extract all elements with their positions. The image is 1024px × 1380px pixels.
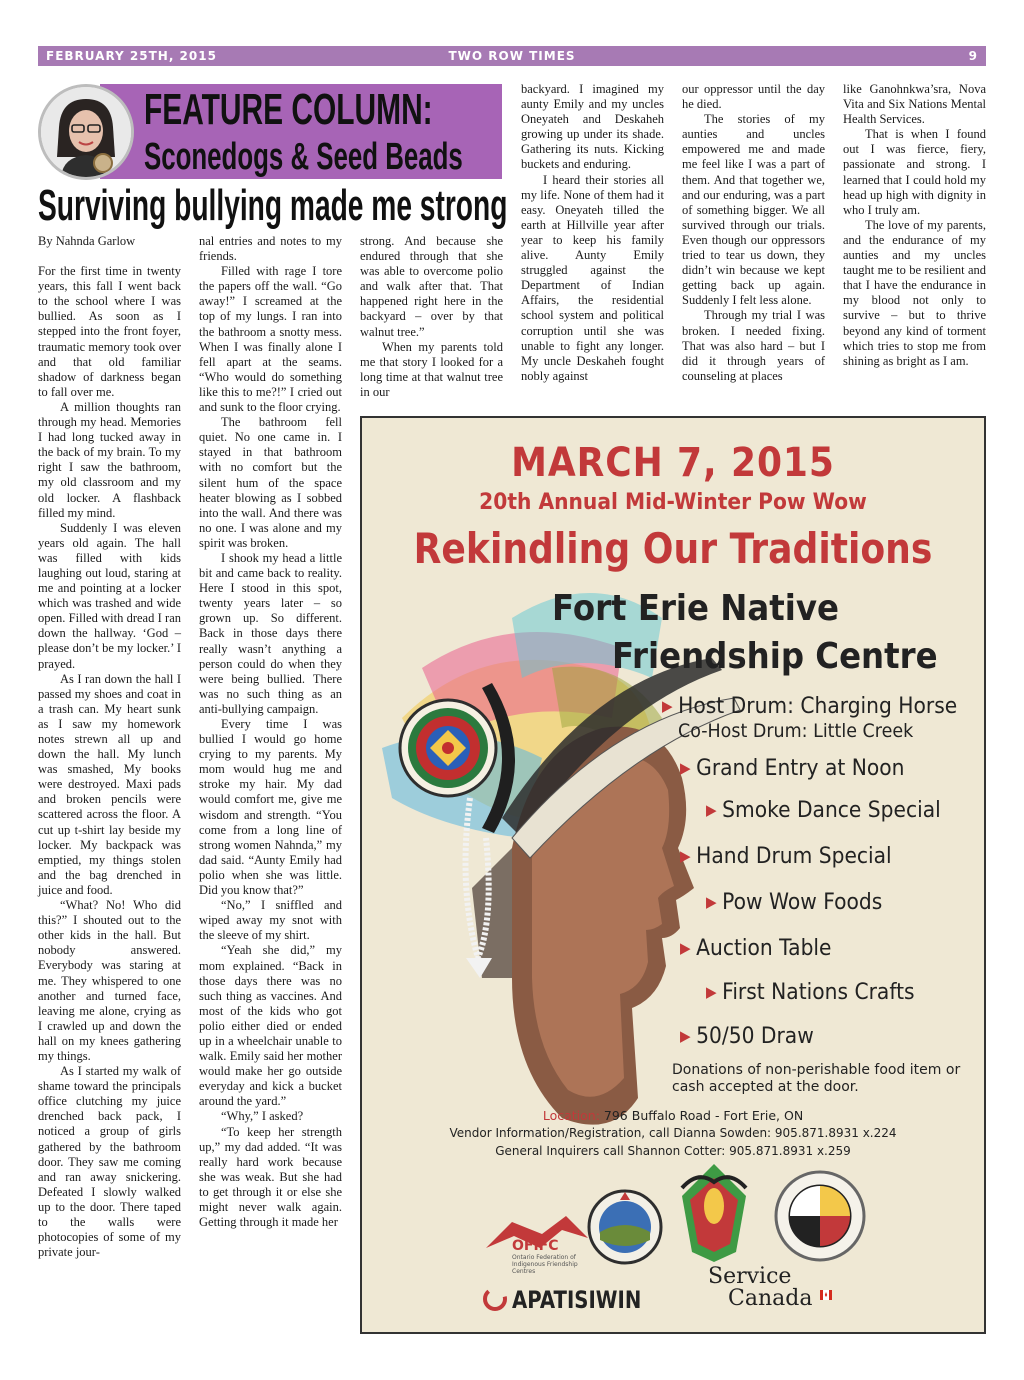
poster-item-label: 50/50 Draw: [696, 1024, 814, 1049]
poster-headline: Rekindling Our Traditions: [413, 524, 933, 573]
paragraph: As I started my walk of shame toward the principals office clutching my juice drenched back pack, I noticed a group of girls gathered by the bathroom door. They saw me coming and ran away snickering. Defeated I slowly walked up to the door. There taped to the walls were photocopies of some of my private jour-: [38, 1064, 181, 1260]
article-column-4: [521, 82, 664, 384]
poster-item: [706, 980, 915, 1005]
issue-date: FEBRUARY 25TH, 2015: [46, 49, 217, 63]
ofifc-logo-text: OFIFC: [512, 1238, 559, 1254]
paragraph: backyard. I imagined my aunty Emily and my uncles Oneyateh and Deskaheh growing up under its shade. Gathering its nuts. Kicking buckets and enduring.: [521, 82, 664, 172]
page-header-bar: [38, 46, 986, 66]
poster-item-label: Smoke Dance Special: [722, 798, 941, 823]
medicine-wheel-seal-icon: [772, 1168, 868, 1264]
poster-item-label: Auction Table: [696, 936, 832, 961]
article-byline: By Nahnda Garlow: [38, 234, 136, 248]
paragraph: Every time I was bullied I would go home crying to my parents. My mom would hug me and stroke my hair. My dad would comfort me, give me wisdom and strength. “You come from a long line of strong women Nahnda,” my dad said. “Aunty Emily had polio when she was little. Did you know that?”: [199, 717, 342, 898]
poster-item-label: First Nations Crafts: [722, 980, 915, 1005]
poster-organizer-line-1: Fort Erie Native: [552, 588, 839, 629]
paragraph: Suddenly I was eleven years old again. The hall was filled with kids laughing out loud, staring at me and pointing at a locker which was trashed and wide open. Filled with dread I ran down the hallway. ‘God – please don’t be my locker.’ I prayed.: [38, 520, 181, 671]
feature-column-title: FEATURE COLUMN:: [144, 85, 433, 134]
canada-flag-icon: [820, 1290, 832, 1300]
paragraph: The bathroom fell quiet. No one came in. I stayed in that bathroom with no comfort but the silent hum of the space heater blowing as I sobbed into the wall. And there was no one. I was alone and my spirit was broken.: [199, 415, 342, 550]
paragraph: “No,” I sniffled and wiped away my snot with the sleeve of my shirt.: [199, 898, 342, 943]
poster-general-contact: General Inquirers call Shannon Cotter: 905.871.8931 x.259: [495, 1144, 851, 1158]
poster-item: [680, 1024, 814, 1049]
service-canada-line-2: Canada: [728, 1286, 813, 1311]
poster-vendor-contact: Vendor Information/Registration, call Dianna Sowden: 905.871.8931 x.224: [449, 1126, 897, 1140]
friendship-centre-seal-icon: [586, 1188, 664, 1266]
poster-item: [680, 756, 904, 781]
poster-item-label: Hand Drum Special: [696, 844, 892, 869]
poster-item: [680, 844, 892, 869]
poster-item: [680, 936, 831, 961]
ofifc-full-name: Ontario Federation of Indigenous Friendship Centres: [512, 1254, 578, 1275]
poster-item-label: Grand Entry at Noon: [696, 756, 905, 781]
article-column-6: [843, 82, 986, 369]
triangle-bullet-icon: ▶: [706, 801, 717, 819]
poster-item: [706, 798, 941, 823]
paragraph: like Ganohnkwa’sra, Nova Vita and Six Nations Mental Health Services.: [843, 82, 986, 127]
paragraph: That is when I found out I was fierce, fiery, passionate and strong. I learned that I could hold my head up high with dignity in who I truly am.: [843, 127, 986, 217]
eagle-emblem-icon: [678, 1160, 750, 1264]
service-canada-line-1: Service: [708, 1264, 792, 1289]
poster-donation-note: Donations of non-perishable food item or cash accepted at the door.: [672, 1062, 961, 1095]
poster-item: [706, 890, 882, 915]
triangle-bullet-icon: ▶: [662, 697, 673, 715]
paragraph: “Why,” I asked?: [221, 1109, 304, 1124]
paragraph: When my parents told me that story I looked for a long time at that walnut tree in our: [360, 339, 503, 399]
paragraph: “To keep her strength up,” my dad added. “It was really hard work because she was weak. But she had to get through it or else she might never walk again. Getting through it made her: [199, 1124, 342, 1230]
host-drum-label: Host Drum: Charging Horse: [678, 694, 958, 719]
article-column-5: [682, 82, 825, 384]
location-label: Location:: [542, 1108, 600, 1123]
paragraph: The stories of my aunties and uncles empowered me and made me feel like I was a part of them. And that together we, and our enduring, was a part of something bigger. We all survived through our trials. Even though our oppressors tried to tear us down, they didn’t win because we kept getting back up again. Suddenly I felt less alone.: [682, 112, 825, 308]
triangle-bullet-icon: ▶: [680, 1027, 691, 1045]
page-number: 9: [968, 49, 978, 63]
apatisiwin-logo-text: APATISIWIN: [512, 1286, 642, 1314]
paragraph: A million thoughts ran through my head. Memories I had long tucked away in the back of my brain. To my right I saw the bathroom, my old classroom and my old locker. A flashback filled my mind.: [38, 399, 181, 520]
service-canada-logo: [708, 1266, 812, 1310]
paragraph: nal entries and notes to my friends.: [199, 234, 342, 264]
newspaper-name: TWO ROW TIMES: [448, 49, 576, 63]
poster-cohost-drum: Co-Host Drum: Little Creek: [678, 720, 914, 742]
paragraph: As I ran down the hall I passed my shoes and coat in a trash can. My heart sunk as I saw my homework notes strewn all up and down the hall. My lunch was smashed, My books were destroyed. Maxi pads and broken pencils were scattered across the floor. A cut up t-shirt lay beside my locker. My backpack was emptied, my things stolen and the bag drenched in juice and food.: [38, 671, 181, 897]
location-address: 796 Buffalo Road - Fort Erie, ON: [603, 1108, 804, 1123]
triangle-bullet-icon: ▶: [680, 847, 691, 865]
poster-event-date: MARCH 7, 2015: [511, 440, 835, 486]
pow-wow-poster-ad: [360, 416, 986, 1334]
triangle-bullet-icon: ▶: [706, 893, 717, 911]
poster-organizer-line-2: Friendship Centre: [612, 636, 938, 677]
paragraph: For the first time in twenty years, this fall I went back to the school where I was bullied. As soon as I stepped into the front foyer, traumatic memory took over and that old familiar shadow of darkness began to fall over me.: [38, 264, 181, 399]
apatisiwin-swirl-icon: [482, 1286, 508, 1312]
triangle-bullet-icon: ▶: [680, 939, 691, 957]
poster-location: [362, 1108, 984, 1123]
triangle-bullet-icon: ▶: [680, 759, 691, 777]
poster-event-name: 20th Annual Mid-Winter Pow Wow: [479, 490, 867, 515]
feature-column-subtitle: Sconedogs & Seed Beads: [144, 136, 463, 178]
article-headline: Surviving bullying made me strong: [38, 181, 508, 230]
article-column-3: [360, 234, 503, 400]
poster-host-drum: [662, 694, 957, 719]
triangle-bullet-icon: ▶: [706, 983, 717, 1001]
paragraph: I heard their stories all my life. None of them had it easy. Oneyateh tilled the earth at Hillville year after year to keep his family alive. Aunty Emily struggled against the Department of Indian Affairs, the residential school system and political corruption until she was unable to fight any longer. My uncle Deskaheh fought nobly against: [521, 172, 664, 383]
paragraph: Through my trial I was broken. I needed fixing. That was also hard – but I did it through years of counseling at places: [682, 308, 825, 383]
paragraph: The love of my parents, and the endurance of my aunties and my uncles taught me to be resilient and that I have the endurance in my blood not only to survive – but to thrive beyond any kind of torment which tries to stop me from shining as bright as I am.: [843, 217, 986, 368]
paragraph: our oppressor until the day he died.: [682, 82, 825, 112]
author-portrait-icon: [41, 87, 131, 177]
poster-item-label: Pow Wow Foods: [722, 890, 883, 915]
paragraph: strong. And because she endured through that she was able to overcome polio and walk after that. That happened right here in the backyard – over by that walnut tree.”: [360, 234, 503, 339]
paragraph: Filled with rage I tore the papers off the wall. “Go away!” I screamed at the top of my lungs. I ran into the bathroom a snotty mess. When I was finally alone I fell apart at the seams. “Who would do something like this to me?!” I cried out and sunk to the floor crying.: [199, 264, 342, 415]
paragraph: I shook my head a little bit and came back to reality. Here I stood in this spot, twenty years later – so grown up. So different. Back in those days there really wasn’t anything a person could do when they were being bullied. There was no such thing as an anti-bullying campaign.: [199, 550, 342, 716]
article-column-1: [38, 234, 181, 1260]
paragraph: “What? No! Who did this?” I shouted out to the other kids in the hall. But nobody answered. Everybody was staring at me. They whispered to one another and turned face, leaving me alone, crying as I crawled up and down the hall on my knees gathering my things.: [38, 898, 181, 1063]
author-photo: [38, 84, 134, 180]
paragraph: “Yeah she did,” my mom explained. “Back in those days there was no such thing as vaccines. And most of the kids who got polio either died or ended up in a wheelchair unable to walk. Emily said her mother would make her go outside everyday and kick a bucket around the yard.”: [199, 943, 342, 1109]
article-column-2: [199, 234, 342, 1230]
